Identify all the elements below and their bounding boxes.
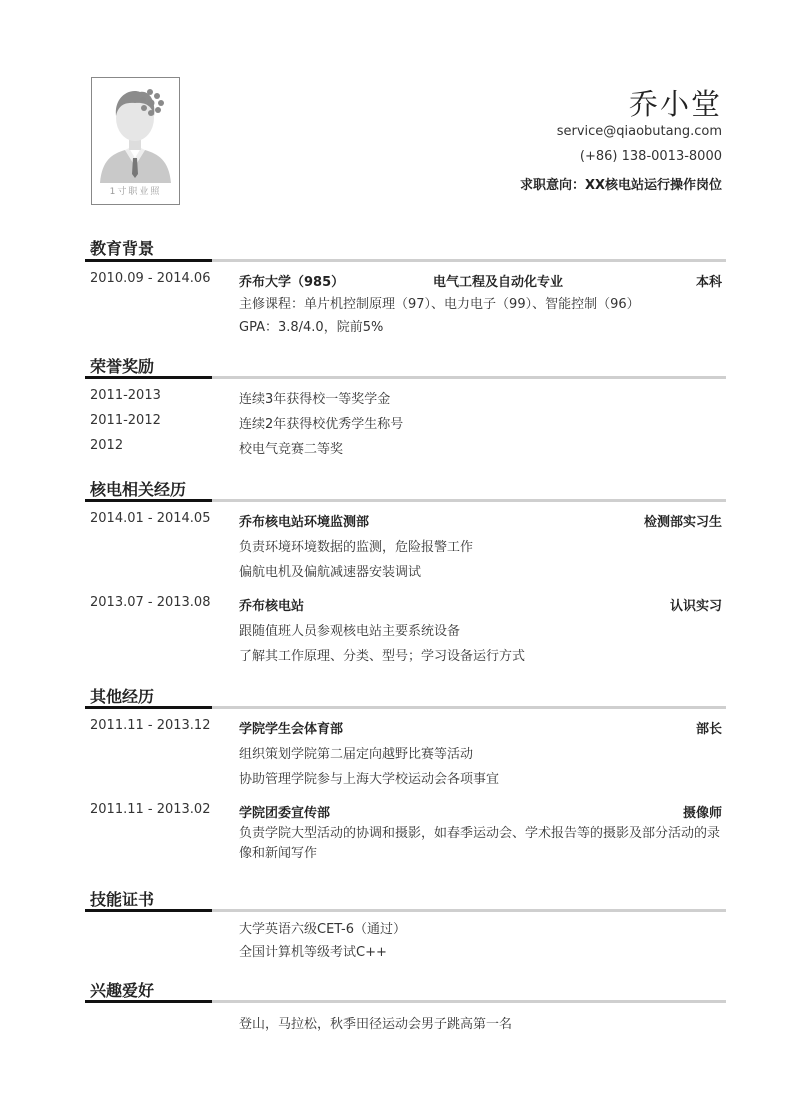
hobby-text: 登山，马拉松，秋季田径运动会男子跳高第一名 <box>239 1017 513 1032</box>
job-intent: 求职意向：XX核电站运行操作岗位 <box>519 178 722 193</box>
experience-org: 乔布核电站 <box>239 599 305 614</box>
email-text: service@qiaobutang.com <box>556 124 722 139</box>
photo-caption: 1寸职业照 <box>109 187 162 197</box>
experience-date: 2013.07 - 2013.08 <box>90 595 211 610</box>
experience-date: 2011.11 - 2013.02 <box>90 802 211 817</box>
experience-role: 认识实习 <box>669 599 722 614</box>
section-title-education: 教育背景 <box>90 239 155 258</box>
honor-text: 连续3年获得校一等奖学金 <box>239 392 391 407</box>
section-title-other: 其他经历 <box>90 687 155 706</box>
candidate-name: 乔小堂 <box>628 87 722 121</box>
experience-line: 负责学院大型活动的协调和摄影，如春季运动会、学术报告等的摄影及部分活动的录像和新闻写作 <box>239 826 721 861</box>
phone-text: (+86) 138-0013-8000 <box>579 149 722 164</box>
section-title-nuclear: 核电相关经历 <box>90 480 187 499</box>
education-date: 2010.09 - 2014.06 <box>90 271 211 286</box>
honor-date: 2012 <box>90 438 124 453</box>
experience-org: 学院团委宣传部 <box>239 806 331 821</box>
education-gpa: GPA：3.8/4.0，院前5% <box>239 320 384 335</box>
experience-line: 偏航电机及偏航减速器安装调试 <box>239 565 422 580</box>
skill-item: 大学英语六级CET-6（通过） <box>239 922 407 937</box>
section-divider-accent <box>85 706 212 709</box>
section-divider-accent <box>85 376 212 379</box>
profile-photo <box>91 77 180 205</box>
education-courses: 主修课程：单片机控制原理（97）、电力电子（99）、智能控制（96） <box>239 297 640 312</box>
education-school: 乔布大学（985） <box>239 275 345 290</box>
section-divider-accent <box>85 259 212 262</box>
section-title-hobbies: 兴趣爱好 <box>90 981 155 1000</box>
experience-role: 摄像师 <box>682 806 722 821</box>
honor-date: 2011-2013 <box>90 388 161 403</box>
skill-item: 全国计算机等级考试C++ <box>239 945 387 960</box>
experience-line: 了解其工作原理、分类、型号；学习设备运行方式 <box>239 649 526 664</box>
honor-date: 2011-2012 <box>90 413 161 428</box>
experience-line: 负责环境环境数据的监测，危险报警工作 <box>239 540 474 555</box>
education-degree: 本科 <box>695 275 722 290</box>
section-title-honors: 荣誉奖励 <box>90 357 155 376</box>
experience-role: 部长 <box>695 722 722 737</box>
honor-text: 连续2年获得校优秀学生称号 <box>239 417 404 432</box>
experience-org: 乔布核电站环境监测部 <box>239 515 370 530</box>
section-divider-accent <box>85 499 212 502</box>
education-major: 电气工程及自动化专业 <box>433 275 564 290</box>
section-title-skills: 技能证书 <box>90 890 155 909</box>
experience-line: 跟随值班人员参观核电站主要系统设备 <box>239 624 461 639</box>
experience-date: 2011.11 - 2013.12 <box>90 718 211 733</box>
experience-line: 协助管理学院参与上海大学校运动会各项事宜 <box>239 772 500 787</box>
experience-date: 2014.01 - 2014.05 <box>90 511 211 526</box>
experience-role: 检测部实习生 <box>643 515 722 530</box>
honor-text: 校电气竞赛二等奖 <box>239 442 344 457</box>
experience-line: 组织策划学院第二届定向越野比赛等活动 <box>239 747 474 762</box>
experience-org: 学院学生会体育部 <box>239 722 344 737</box>
section-divider-accent <box>85 1000 212 1003</box>
section-divider-accent <box>85 909 212 912</box>
